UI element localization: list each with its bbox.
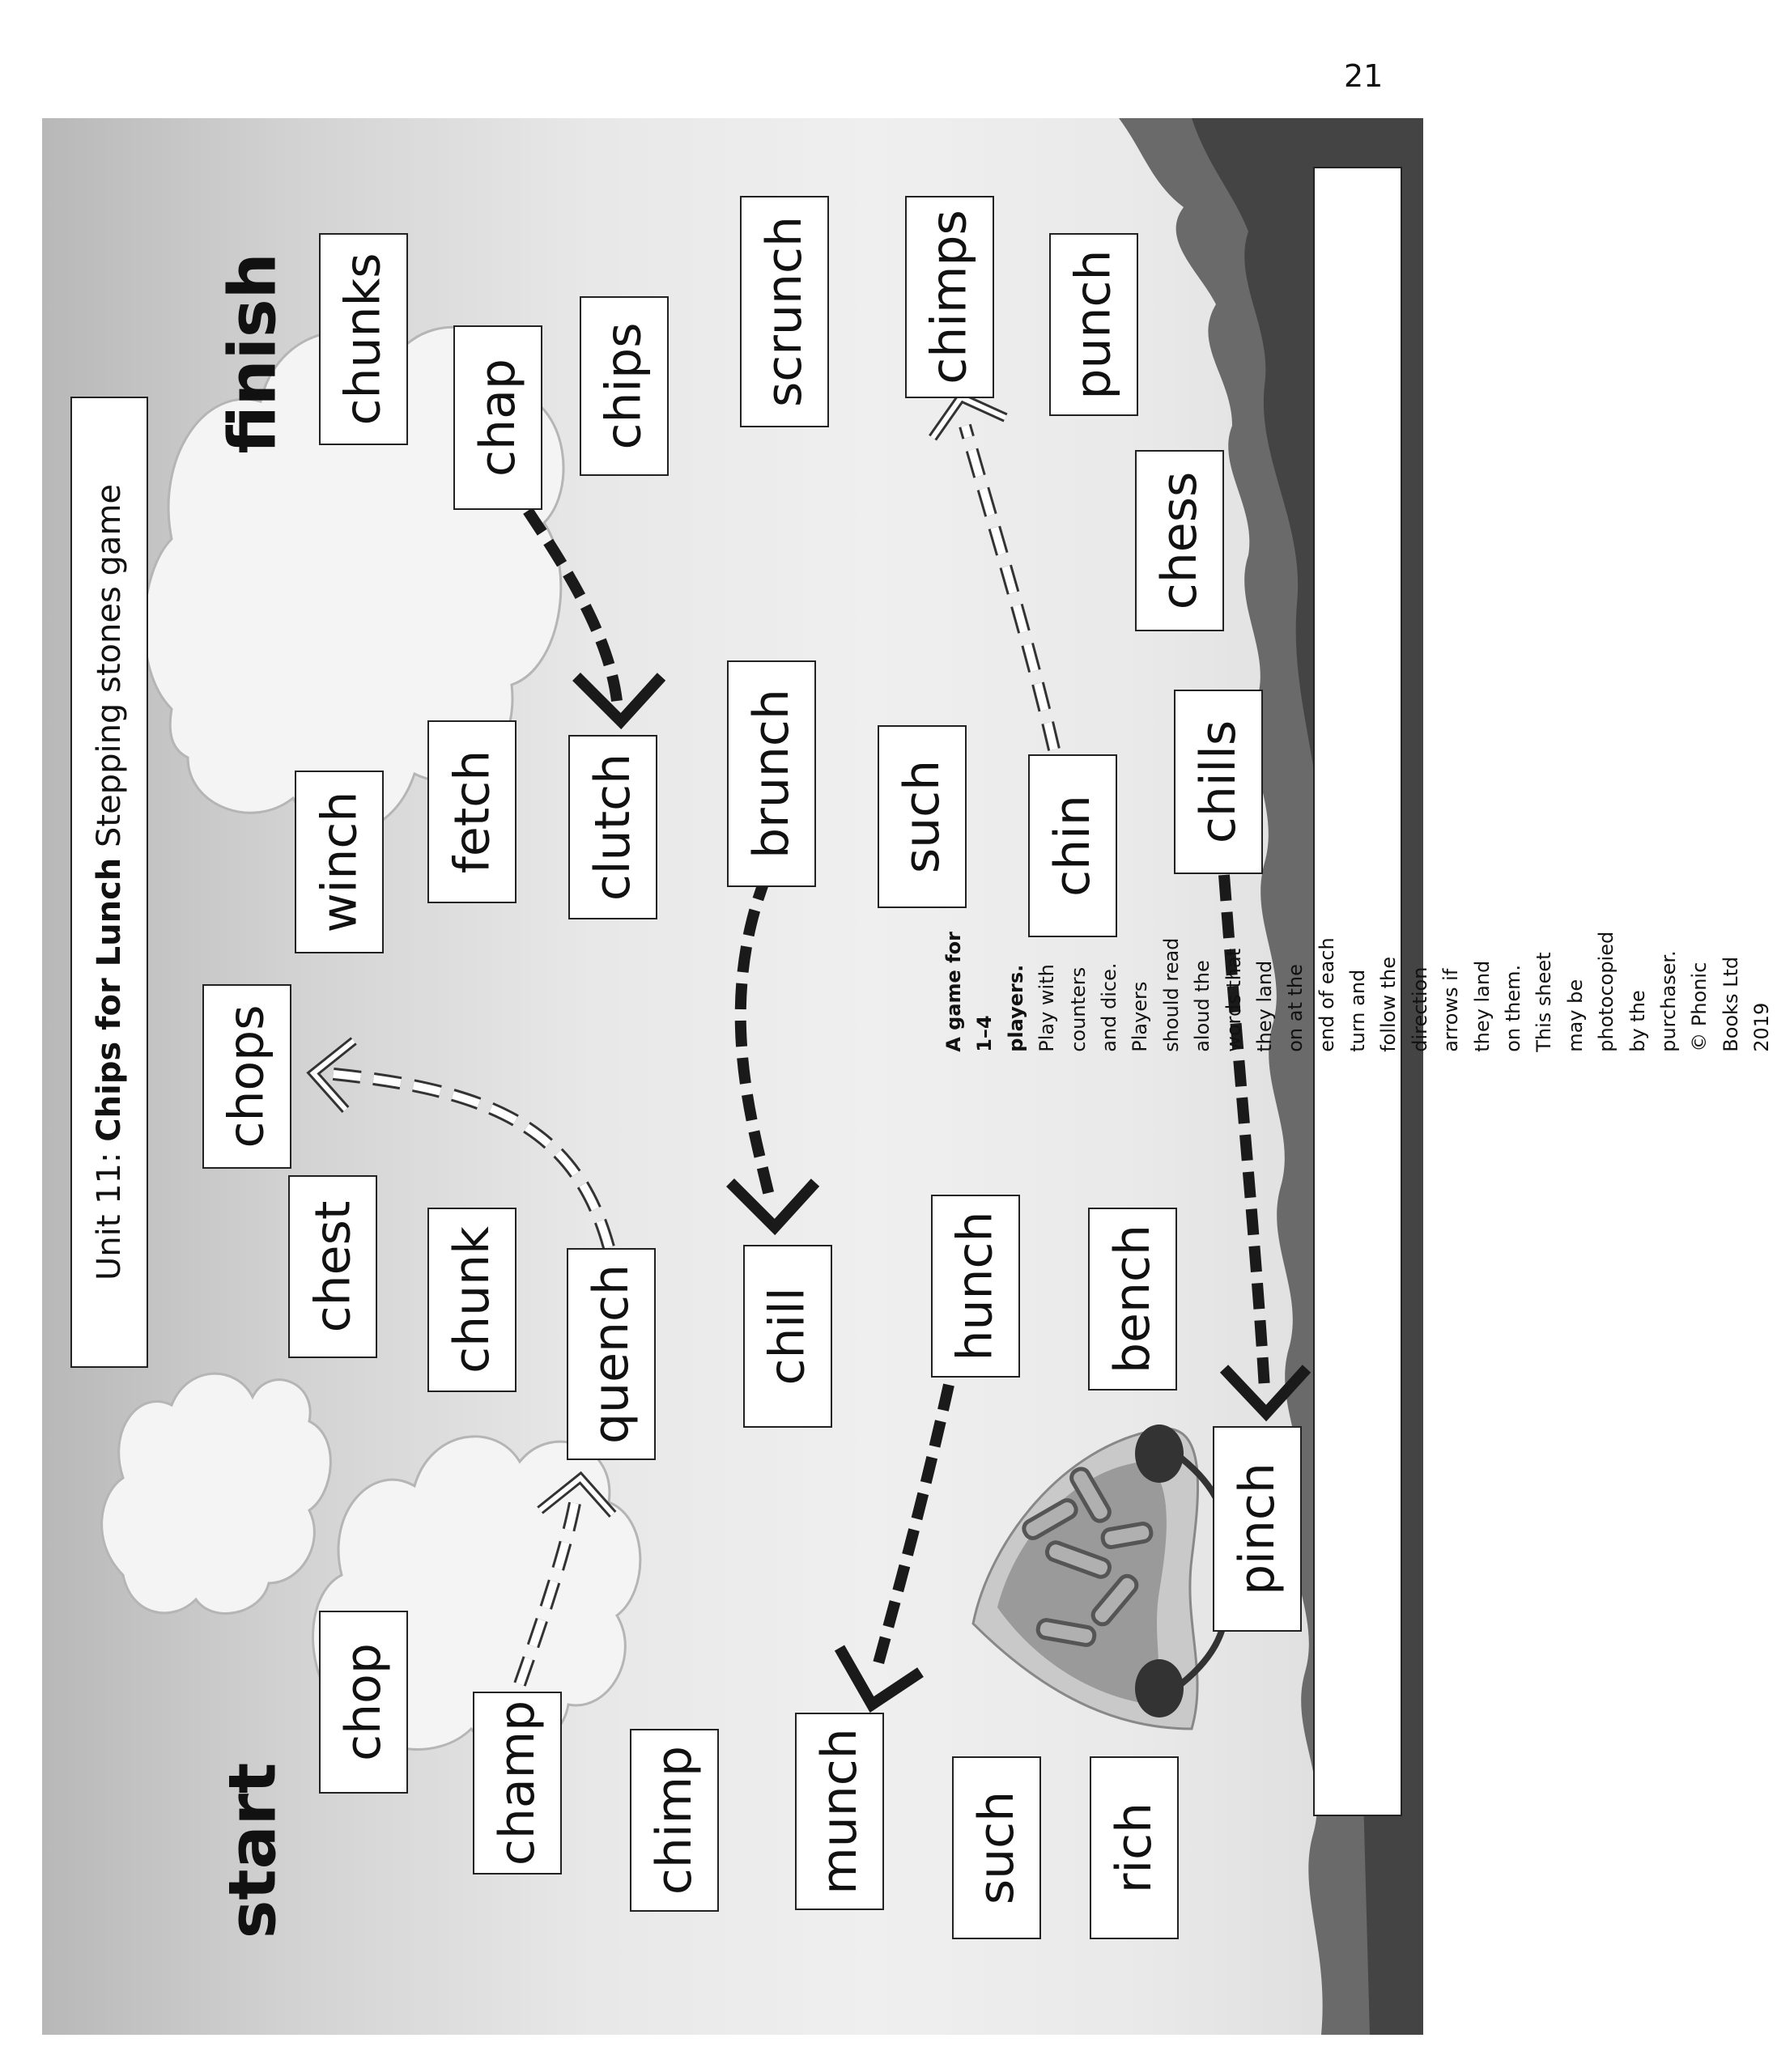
arrow-brunch-to-chill [741,875,771,1203]
title-unit: Unit 11: [91,1152,128,1281]
word-stone-munch[interactable]: munch [795,1713,884,1910]
word-stone-chops[interactable]: chops [202,984,291,1169]
word-stone-chess[interactable]: chess [1135,450,1224,631]
word-stone-such[interactable]: such [878,725,967,908]
word-stone-rich[interactable]: rich [1090,1756,1179,1939]
finish-label: finish [215,252,291,454]
word-stone-chunks[interactable]: chunks [319,233,408,445]
game-board [42,118,1423,2035]
word-stone-chest[interactable]: chest [288,1175,377,1358]
title-name: Chips for Lunch [91,857,128,1142]
word-stone-brunch[interactable]: brunch [727,660,816,887]
word-stone-chunk[interactable]: chunk [427,1208,517,1392]
word-stone-chap[interactable]: chap [453,325,542,510]
page-title [91,484,128,1280]
word-stone-punch[interactable]: punch [1049,233,1138,416]
title-box [70,397,148,1368]
word-stone-chin[interactable]: chin [1028,754,1117,937]
word-stone-chop[interactable]: chop [319,1611,408,1794]
arrow-chin-to-chimps [933,397,1054,749]
word-stone-bench[interactable]: bench [1088,1208,1177,1391]
word-stone-scrunch[interactable]: scrunch [740,196,829,427]
instructions-body: Play with counters and dice. Players should read aloud the words that they land on at the end of each turn and follow the direction arrows if they land on them. This sheet may be photocopied by the purchaser. [1035,931,1680,1052]
word-stone-pinch[interactable]: pinch [1213,1426,1302,1632]
word-stone-winch[interactable]: winch [295,771,384,953]
instructions-text [938,931,1777,1051]
word-stone-chimp[interactable]: chimp [630,1729,719,1912]
word-stone-chill[interactable]: chill [743,1245,832,1428]
word-stone-fetch[interactable]: fetch [427,720,517,903]
title-subtitle: Stepping stones game [91,483,128,847]
start-label: start [215,1762,291,1938]
word-stone-such-2[interactable]: such [952,1756,1041,1939]
copyright: © Phonic Books Ltd 2019 [1688,956,1773,1052]
word-stone-chimps[interactable]: chimps [905,196,994,398]
word-stone-hunch[interactable]: hunch [931,1195,1020,1378]
crab-with-chips-illustration [973,1424,1226,1729]
cloud [102,1374,331,1613]
word-stone-quench[interactable]: quench [567,1248,656,1460]
word-stone-champ[interactable]: champ [473,1692,562,1875]
word-stone-chips[interactable]: chips [580,296,669,476]
instructions-lead: A game for 1–4 players. [942,931,1027,1052]
word-stone-clutch[interactable]: clutch [568,735,657,919]
arrow-hunch-to-munch [876,1385,949,1672]
page-number: 21 [1344,58,1384,94]
word-stone-chills[interactable]: chills [1174,690,1263,874]
